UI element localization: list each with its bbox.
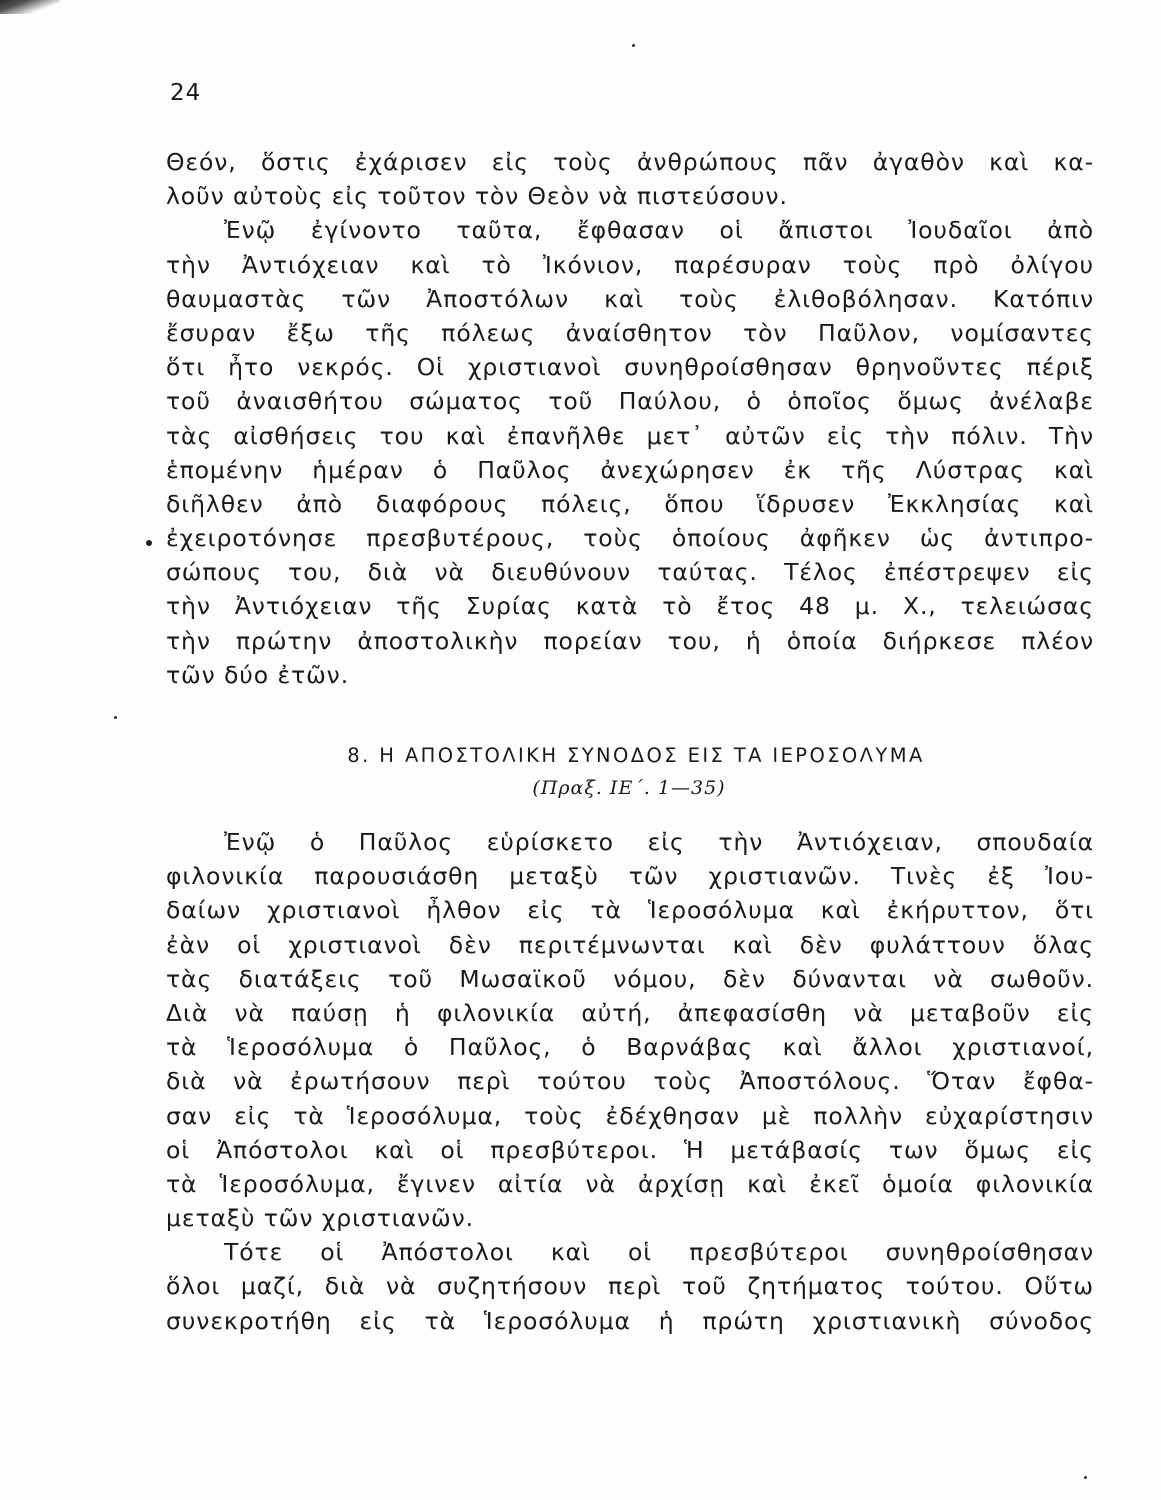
text-line: τὴν Ἀντιόχειαν καὶ τὸ Ἰκόνιον, παρέσυραν τοὺς πρὸ ὀλίγου	[166, 250, 1094, 279]
text-line: Ἐνῷ ὁ Παῦλος εὑρίσκετο εἰς τὴν Ἀντιόχειαν, σπουδαία	[224, 828, 1094, 856]
page-number: 24	[170, 80, 202, 106]
margin-dot	[146, 540, 152, 546]
text-line: δαίων χριστιανοὶ ἦλθον εἰς τὰ Ἱεροσόλυμα καὶ ἐκήρυττον, ὅτι	[166, 896, 1094, 925]
scripture-reference: (Πραξ. ΙΕ΄. 1—35)	[532, 777, 726, 799]
text-line: ἔσυραν ἔξω τῆς πόλεως ἀναίσθητον τὸν Παῦλον, νομίσαντες	[166, 318, 1094, 347]
text-line: φιλονικία παρουσιάσθη μεταξὺ τῶν χριστιανῶν. Τινὲς ἐξ Ἰου-	[166, 862, 1094, 891]
text-line: σώπους του, διὰ νὰ διευθύνουν ταύτας. Τέλος ἐπέστρεψεν εἰς	[166, 558, 1094, 587]
text-line: ἐὰν οἱ χριστιανοὶ δὲν περιτέμνωνται καὶ δὲν φυλάττουν ὅλας	[166, 930, 1094, 959]
text-line: οἱ Ἀπόστολοι καὶ οἱ πρεσβύτεροι. Ἡ μετάβασίς των ὅμως εἰς	[166, 1135, 1094, 1164]
text-line: διὰ νὰ ἐρωτήσουν περὶ τούτου τοὺς Ἀποστόλους. Ὅταν ἔφθα-	[166, 1067, 1094, 1096]
text-line: τὴν Ἀντιόχειαν τῆς Συρίας κατὰ τὸ ἔτος 48 μ. Χ., τελειώσας	[166, 592, 1094, 621]
text-line: λοῦν αὐτοὺς εἰς τοῦτον τὸν Θεὸν νὰ πιστεύσουν.	[166, 182, 788, 211]
text-line: τὴν πρώτην ἀποστολικὴν πορείαν του, ἡ ὁποία διήρκεσε πλέον	[166, 626, 1094, 655]
text-line: ἑπομένην ἡμέραν ὁ Παῦλος ἀνεχώρησεν ἐκ τῆς Λύστρας καὶ	[166, 455, 1094, 484]
scan-speck	[114, 716, 117, 719]
text-line: ἐχειροτόνησε πρεσβυτέρους, τοὺς ὁποίους ἀφῆκεν ὡς ἀντιπρο-	[166, 524, 1094, 553]
text-line: θαυμαστὰς τῶν Ἀποστόλων καὶ τοὺς ἐλιθοβόλησαν. Κατόπιν	[166, 284, 1094, 313]
paragraph-block-1	[166, 145, 1094, 692]
text-line: τὰ Ἱεροσόλυμα ὁ Παῦλος, ὁ Βαρνάβας καὶ ἄλλοι χριστιανοί,	[166, 1033, 1094, 1062]
text-line: μεταξὺ τῶν χριστιανῶν.	[166, 1204, 475, 1233]
text-line: διῆλθεν ἀπὸ διαφόρους πόλεις, ὅπου ἵδρυσεν Ἐκκλησίας καὶ	[166, 489, 1094, 518]
text-line: τὰς αἰσθήσεις του καὶ ἐπανῆλθε μετ᾽ αὐτῶν εἰς τὴν πόλιν. Τὴν	[166, 421, 1094, 450]
text-line: τὰ Ἱεροσόλυμα, ἔγινεν αἰτία νὰ ἀρχίσῃ καὶ ἐκεῖ ὁμοία φιλονικία	[166, 1169, 1094, 1198]
text-line: Ἐνῷ ἐγίνοντο ταῦτα, ἔφθασαν οἱ ἄπιστοι Ἰουδαῖοι ἀπὸ	[224, 216, 1094, 245]
text-line: ὅλοι μαζί, διὰ νὰ συζητήσουν περὶ τοῦ ζητήματος τούτου. Οὕτω	[166, 1272, 1094, 1301]
text-line: τῶν δύο ἐτῶν.	[166, 660, 350, 689]
scan-speck	[1084, 1476, 1087, 1479]
text-line: Θεόν, ὅστις ἐχάρισεν εἰς τοὺς ἀνθρώπους πᾶν ἀγαθὸν καὶ κα-	[166, 148, 1094, 176]
section-heading: 8. Η ΑΠΟΣΤΟΛΙΚΗ ΣΥΝΟΔΟΣ ΕΙΣ ΤΑ ΙΕΡΟΣΟΛΥΜΑ	[347, 744, 925, 767]
text-line: ὅτι ἦτο νεκρός. Οἱ χριστιανοὶ συνηθροίσθησαν θρηνοῦντες πέριξ	[166, 353, 1094, 382]
text-line: συνεκροτήθη εἰς τὰ Ἱεροσόλυμα ἡ πρώτη χριστιανικὴ σύνοδος	[166, 1306, 1094, 1335]
paragraph-block-2	[166, 825, 1094, 1338]
scan-speck	[632, 44, 635, 47]
text-line: Τότε οἱ Ἀπόστολοι καὶ οἱ πρεσβύτεροι συνηθροίσθησαν	[224, 1238, 1094, 1267]
text-line: Διὰ νὰ παύσῃ ἡ φιλονικία αὐτή, ἀπεφασίσθη νὰ μεταβοῦν εἰς	[166, 998, 1094, 1027]
text-line: τὰς διατάξεις τοῦ Μωσαϊκοῦ νόμου, δὲν δύνανται νὰ σωθοῦν.	[166, 964, 1094, 993]
scan-corner-mark	[0, 0, 60, 14]
text-line: σαν εἰς τὰ Ἱεροσόλυμα, τοὺς ἐδέχθησαν μὲ πολλὴν εὐχαρίστησιν	[166, 1101, 1094, 1130]
text-line: τοῦ ἀναισθήτου σώματος τοῦ Παύλου, ὁ ὁποῖος ὅμως ἀνέλαβε	[166, 387, 1094, 416]
